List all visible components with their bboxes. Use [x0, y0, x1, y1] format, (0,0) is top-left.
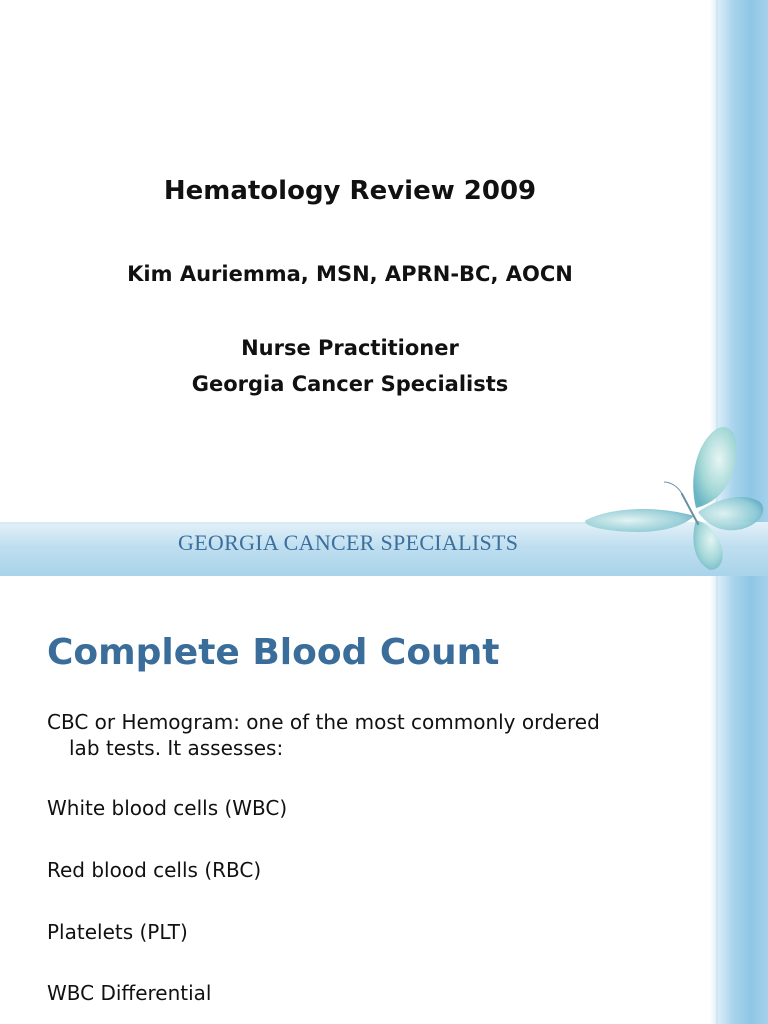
slide-title: Complete Blood Count — [47, 632, 500, 673]
list-item: Platelets (PLT) — [47, 920, 188, 944]
band-divider — [0, 522, 640, 524]
brand-text: GEORGIA CANCER SPECIALISTS — [178, 530, 519, 555]
decorative-stripe — [710, 576, 768, 1024]
author-name: Kim Auriemma, MSN, APRN-BC, AOCN — [127, 262, 573, 286]
list-item: White blood cells (WBC) — [47, 796, 288, 820]
content-slide — [0, 576, 768, 1024]
author-role: Nurse Practitioner — [241, 336, 459, 360]
stripe-divider — [716, 576, 718, 1024]
presentation-title: Hematology Review 2009 — [163, 176, 537, 206]
author-organization: Georgia Cancer Specialists — [191, 372, 509, 396]
intro-text-continued: lab tests. It assesses: — [69, 736, 284, 760]
intro-text: CBC or Hemogram: one of the most commonly ordered — [47, 710, 600, 734]
butterfly-icon — [578, 420, 768, 576]
list-item: WBC Differential — [47, 981, 212, 1005]
list-item: Red blood cells (RBC) — [47, 858, 262, 882]
